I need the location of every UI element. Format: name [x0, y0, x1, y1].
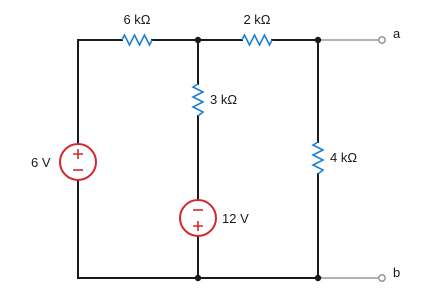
voltage-source-12v	[180, 200, 216, 236]
junction-node-top-mid	[195, 37, 201, 43]
resistor-4k	[313, 142, 323, 174]
voltage-source-6v-label: 6 V	[31, 155, 51, 170]
resistor-4k-label: 4 kΩ	[330, 150, 358, 165]
resistor-2k-label: 2 kΩ	[243, 12, 271, 27]
terminal-b-node[interactable]	[379, 275, 385, 281]
junction-node-top-right	[315, 37, 321, 43]
resistor-3k-label: 3 kΩ	[210, 92, 238, 107]
wires	[78, 40, 318, 278]
terminal-a-node[interactable]	[379, 37, 385, 43]
voltage-source-6v	[60, 144, 96, 180]
junction-node-bottom-right	[315, 275, 321, 281]
junction-node-bottom-mid	[195, 275, 201, 281]
terminal-b-label: b	[393, 265, 401, 280]
resistor-6k-label: 6 kΩ	[123, 12, 151, 27]
resistor-2k	[242, 35, 272, 45]
resistor-3k	[193, 84, 203, 116]
voltage-source-12v-label: 12 V	[222, 211, 249, 226]
resistor-6k	[122, 35, 152, 45]
terminal-a-label: a	[393, 26, 401, 41]
